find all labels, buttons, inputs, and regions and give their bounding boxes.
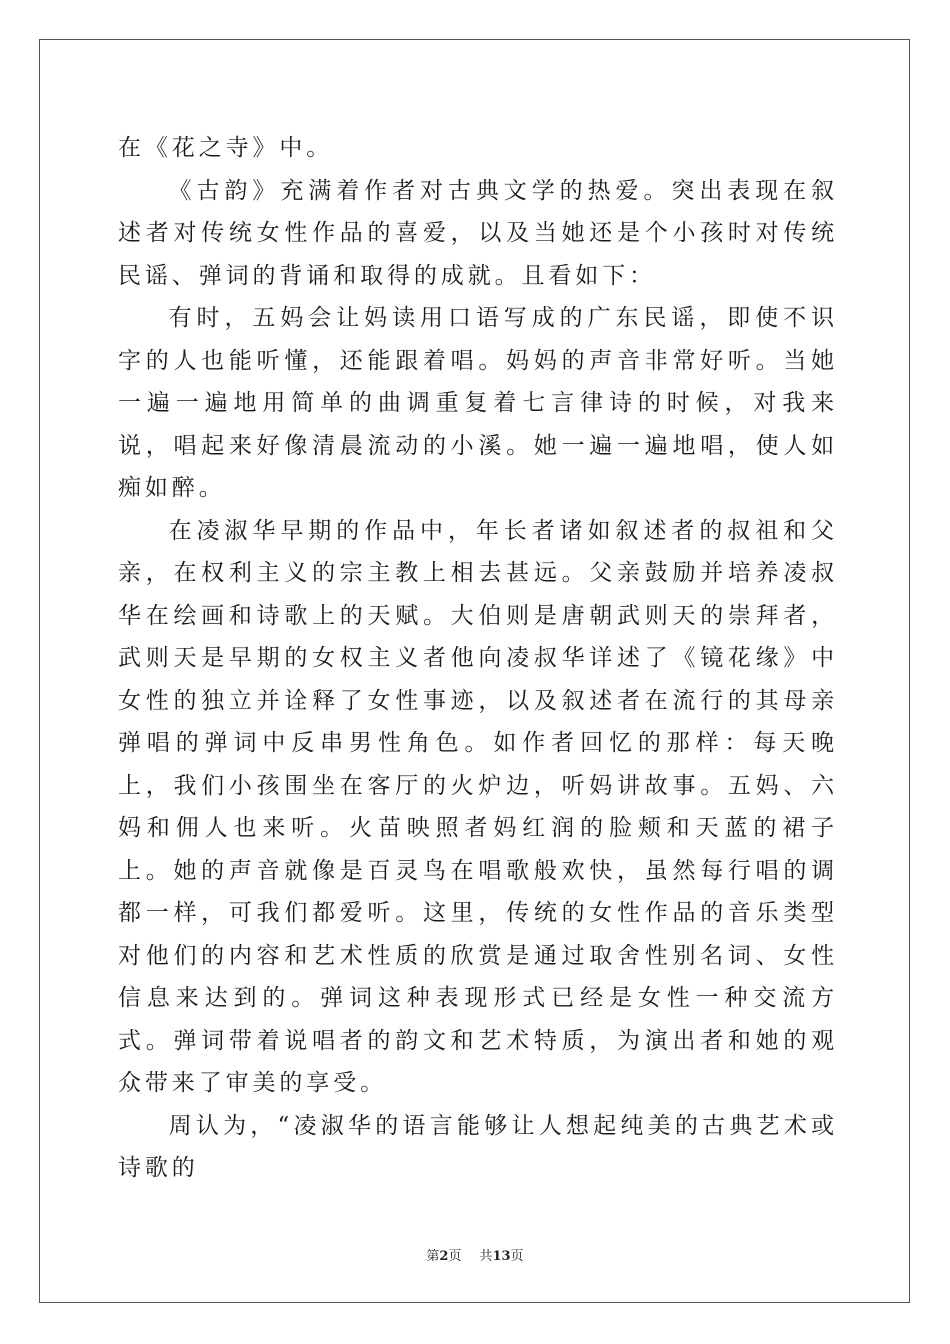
total-suffix: 页 bbox=[510, 1249, 524, 1264]
page-prefix: 第 bbox=[426, 1249, 440, 1264]
paragraph-3: 有时，五妈会让妈读用口语写成的广东民谣，即使不识字的人也能听懂，还能跟着唱。妈妈的声音非常好听。当她一遍一遍地用简单的曲调重复着七言律诗的时候，对我来说，唱起来好像清晨流动的小溪。她一遍一遍地唱，使人如痴如醉。 bbox=[118, 305, 838, 501]
page-suffix: 页 bbox=[448, 1249, 462, 1264]
paragraph-5: 周认为，“凌淑华的语言能够让人想起纯美的古典艺术或诗歌的 bbox=[118, 1112, 838, 1181]
paragraph-2: 《古韵》充满着作者对古典文学的热爱。突出表现在叙述者对传统女性作品的喜爱，以及当她还是个小孩时对传统民谣、弹词的背诵和取得的成就。且看如下： bbox=[118, 177, 838, 289]
paragraph-1: 在《花之寺》中。 bbox=[118, 135, 334, 161]
paragraph-4: 在凌淑华早期的作品中，年长者诸如叙述者的叔祖和父亲，在权利主义的宗主教上相去甚远。父亲鼓励并培养凌叔华在绘画和诗歌上的天赋。大伯则是唐朝武则天的崇拜者，武则天是早期的女权主义者他向凌叔华详述了《镜花缘》中女性的独立并诠释了女性事迹，以及叙述者在流行的其母亲弹唱的弹词中反串男性角色。如作者回忆的那样：每天晚上，我们小孩围坐在客厅的火炉边，听妈讲故事。五妈、六妈和佣人也来听。火苗映照者妈红润的脸颊和天蓝的裙子上。她的声音就像是百灵鸟在唱歌般欢快，虽然每行唱的调都一样，可我们都爱听。这里，传统的女性作品的音乐类型对他们的内容和艺术性质的欣赏是通过取舍性别名词、女性信息来达到的。弹词这种表现形式已经是女性一种交流方式。弹词带着说唱者的韵文和艺术特质，为演出者和她的观众带来了审美的享受。 bbox=[118, 517, 838, 1096]
total-prefix: 共 bbox=[479, 1249, 493, 1264]
total-pages: 13 bbox=[492, 1249, 511, 1264]
document-body bbox=[118, 127, 838, 1190]
page-footer bbox=[0, 1245, 950, 1264]
page-number: 2 bbox=[439, 1249, 449, 1264]
